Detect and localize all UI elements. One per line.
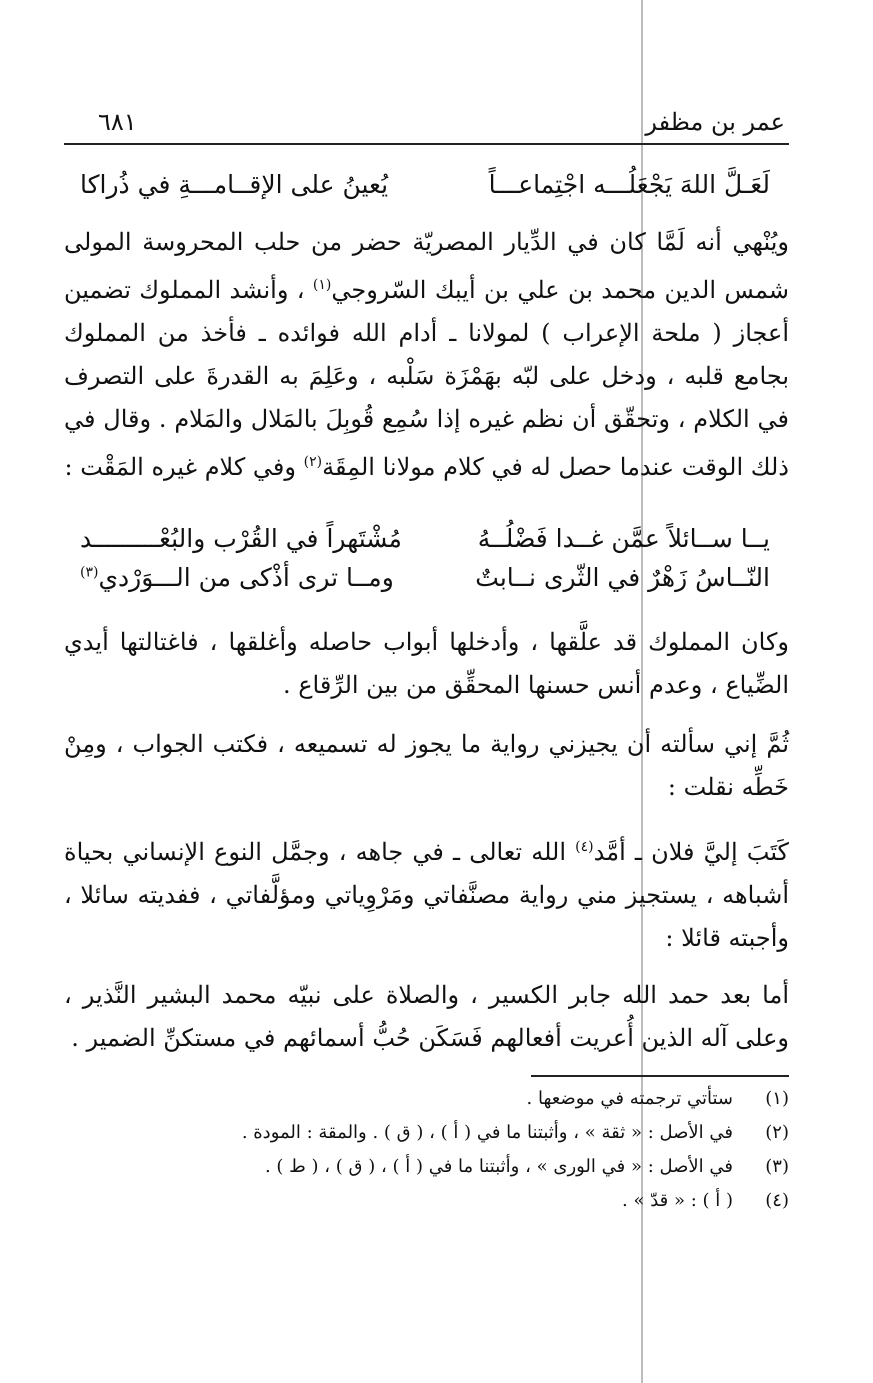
- footnote-ref: (١): [312, 277, 332, 293]
- paragraph-text: ، وأنشد المملوك تضمين أعجاز ( ملحة الإعراب ) لمولانا ـ أدام الله فوائده ـ فأخذ من المملوك بجامع قلبه ، ودخل على لبّه بهَمْزَة سَلْبه ، وعَلِمَ به القدرةَ على التصرف في الكلام ، وتحقّق أن نظم غيره إذا سُمِع قُوبِلَ بالمَلال والمَلام . وقال في ذلك الوقت عندما حصل له في كلام مولانا المِقَة: [64, 276, 789, 481]
- footnote-ref: (٤): [575, 839, 594, 855]
- header-rule: [64, 143, 789, 145]
- verse-first-hemistich: النّــاسُ زَهْرٌ في الثّرى نــابتٌ: [475, 563, 770, 592]
- footnote-item: [64, 1116, 789, 1150]
- footnote-number: (٣): [765, 1156, 789, 1177]
- verse-first-hemistich: يــا ســائلاً عمَّن غــدا فَضْلُــهُ: [477, 524, 770, 553]
- footnote-ref: (٢): [303, 454, 323, 470]
- paragraph-text: كَتَبَ إليَّ فلان ـ أمَّد: [593, 838, 789, 866]
- paragraph-3: ثُمَّ إني سألته أن يجيزني رواية ما يجوز له تسميعه ، فكتب الجواب ، ومِنْ خَطِّه نقلت :: [64, 730, 789, 801]
- footnote-item: [64, 1150, 789, 1184]
- verse-first-hemistich: لَعَـلَّ اللهَ يَجْعَلُـــه اجْتِماعـــاً: [488, 170, 770, 199]
- footnote-number: (١): [765, 1088, 789, 1109]
- verse-line-1: [80, 170, 770, 210]
- footnote-text: في الأصل : « ثقة » ، وأثبتنا ما في ( أ ) ، ( ق ) . والمقة : المودة .: [241, 1122, 733, 1143]
- paragraph-2: وكان المملوك قد علَّقها ، وأدخلها أبواب حاصله وأغلقها ، فاغتالتها أيدي الضِّياع ، وعدم أنس حسنها المحقِّق من بين الرِّقاع .: [64, 628, 789, 699]
- footnote-number: (٢): [765, 1122, 789, 1143]
- footnote-text: ( أ ) : « قدّ » .: [622, 1190, 733, 1211]
- verse-second-hemistich: يُعينُ على الإقــامـــةِ في ذُراكا: [80, 170, 389, 199]
- footnote-item: [64, 1082, 789, 1116]
- footnote-item: [64, 1184, 789, 1218]
- footnote-text: ستأتي ترجمته في موضعها .: [526, 1088, 733, 1109]
- paragraph-5: أما بعد حمد الله جابر الكسير ، والصلاة على نبيّه محمد البشير النَّذير ، وعلى آله الذين أُعريت أفعالهم فَسَكَن حُبُّ أسمائهم في مستكنِّ الضمير .: [64, 981, 789, 1052]
- running-title: عمر بن مظفر: [645, 108, 785, 136]
- paragraph-text: وفي كلام غيره المَقْت :: [64, 453, 296, 481]
- paragraph-text: ويُنْهي أنه لَمَّا كان في الدِّيار المصريّة حضر من حلب المحروسة المولى شمس الدين محمد بن علي بن أيبك السّروجي: [64, 228, 789, 304]
- footnote-separator: [531, 1075, 789, 1077]
- footnote-ref: (٣): [80, 564, 99, 581]
- verse-second-hemistich: ومــا ترى أذْكى من الـــوَرْدي$^{(٣)}$: [80, 563, 394, 592]
- footnote-number: (٤): [765, 1190, 789, 1211]
- verse-line-2: [80, 524, 770, 564]
- footnotes: [64, 1082, 789, 1218]
- verse-line-3: [80, 563, 770, 603]
- verse-second-hemistich: مُشْتَهراً في القُرْب والبُعْـــــــــد: [80, 524, 402, 553]
- footnote-text: في الأصل : « في الورى » ، وأثبتنا ما في ( أ ) ، ( ق ) ، ( ط ) .: [264, 1156, 733, 1177]
- running-header: [64, 108, 789, 140]
- paragraph-4: [64, 826, 789, 960]
- paragraph-1: [64, 221, 789, 489]
- page-number: ٦٨١: [98, 108, 137, 136]
- paragraph-text: الله تعالى ـ في جاهه ، وجمَّل النوع الإنساني بحياة أشباهه ، يستجيز مني رواية مصنَّفاتي ومَرْوِياتي ومؤلَّفاتي ، ففديته سائلا ، وأجبته قائلا :: [64, 838, 789, 952]
